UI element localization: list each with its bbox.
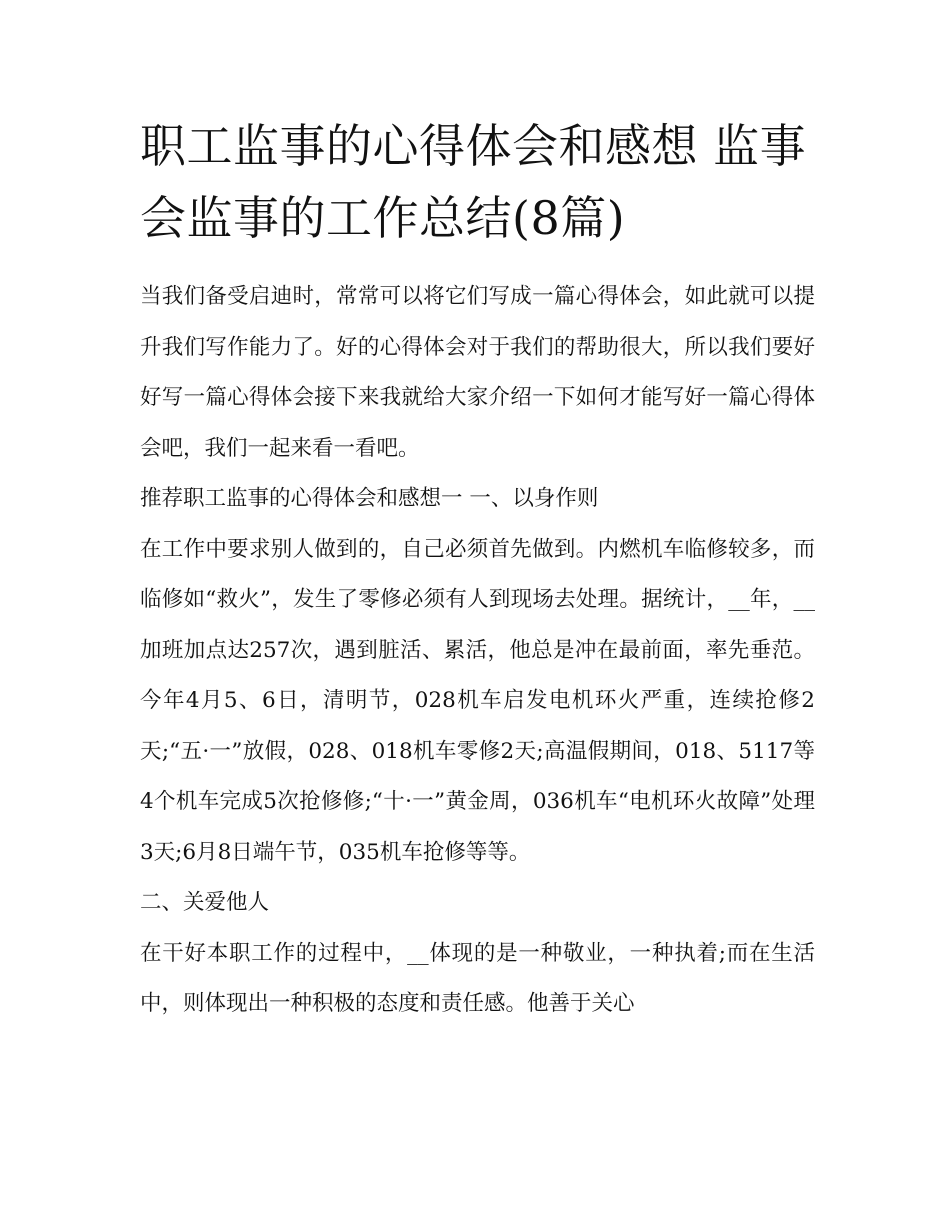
section-paragraph-1: 在工作中要求别人做到的，自己必须首先做到。内燃机车临修较多，而临修如“救火”，发生了零修必须有人到现场去处理。据统计，__年，__加班加点达257次，遇到脏活、累活，他总是冲在最前面，率先垂范。今年4月5、6日，清明节，028机车启发电机环火严重，连续抢修2天;“五·一”放假，028、018机车零修2天;高温假期间，018、5117等4个机车完成5次抢修修;“十·一”黄金周，036机车“电机环火故障”处理3天;6月8日端午节，035机车抢修等等。 <box>140 536 815 865</box>
section-heading-1: 推荐职工监事的心得体会和感想一 一、以身作则 <box>140 486 599 511</box>
section-paragraph-2: 在干好本职工作的过程中，__体现的是一种敬业，一种执着;而在生活中，则体现出一种积极的态度和责任感。他善于关心 <box>140 940 815 1016</box>
intro-paragraph: 当我们备受启迪时，常常可以将它们写成一篇心得体会，如此就可以提升我们写作能力了。好的心得体会对于我们的帮助很大，所以我们要好好写一篇心得体会接下来我就给大家介绍一下如何才能写好一篇心得体会吧，我们一起来看一看吧。 <box>140 284 815 461</box>
document-title: 职工监事的心得体会和感想 监事会监事的工作总结(8篇) <box>140 119 807 245</box>
section-heading-2: 二、关爱他人 <box>140 890 270 915</box>
document-body <box>140 272 815 1030</box>
